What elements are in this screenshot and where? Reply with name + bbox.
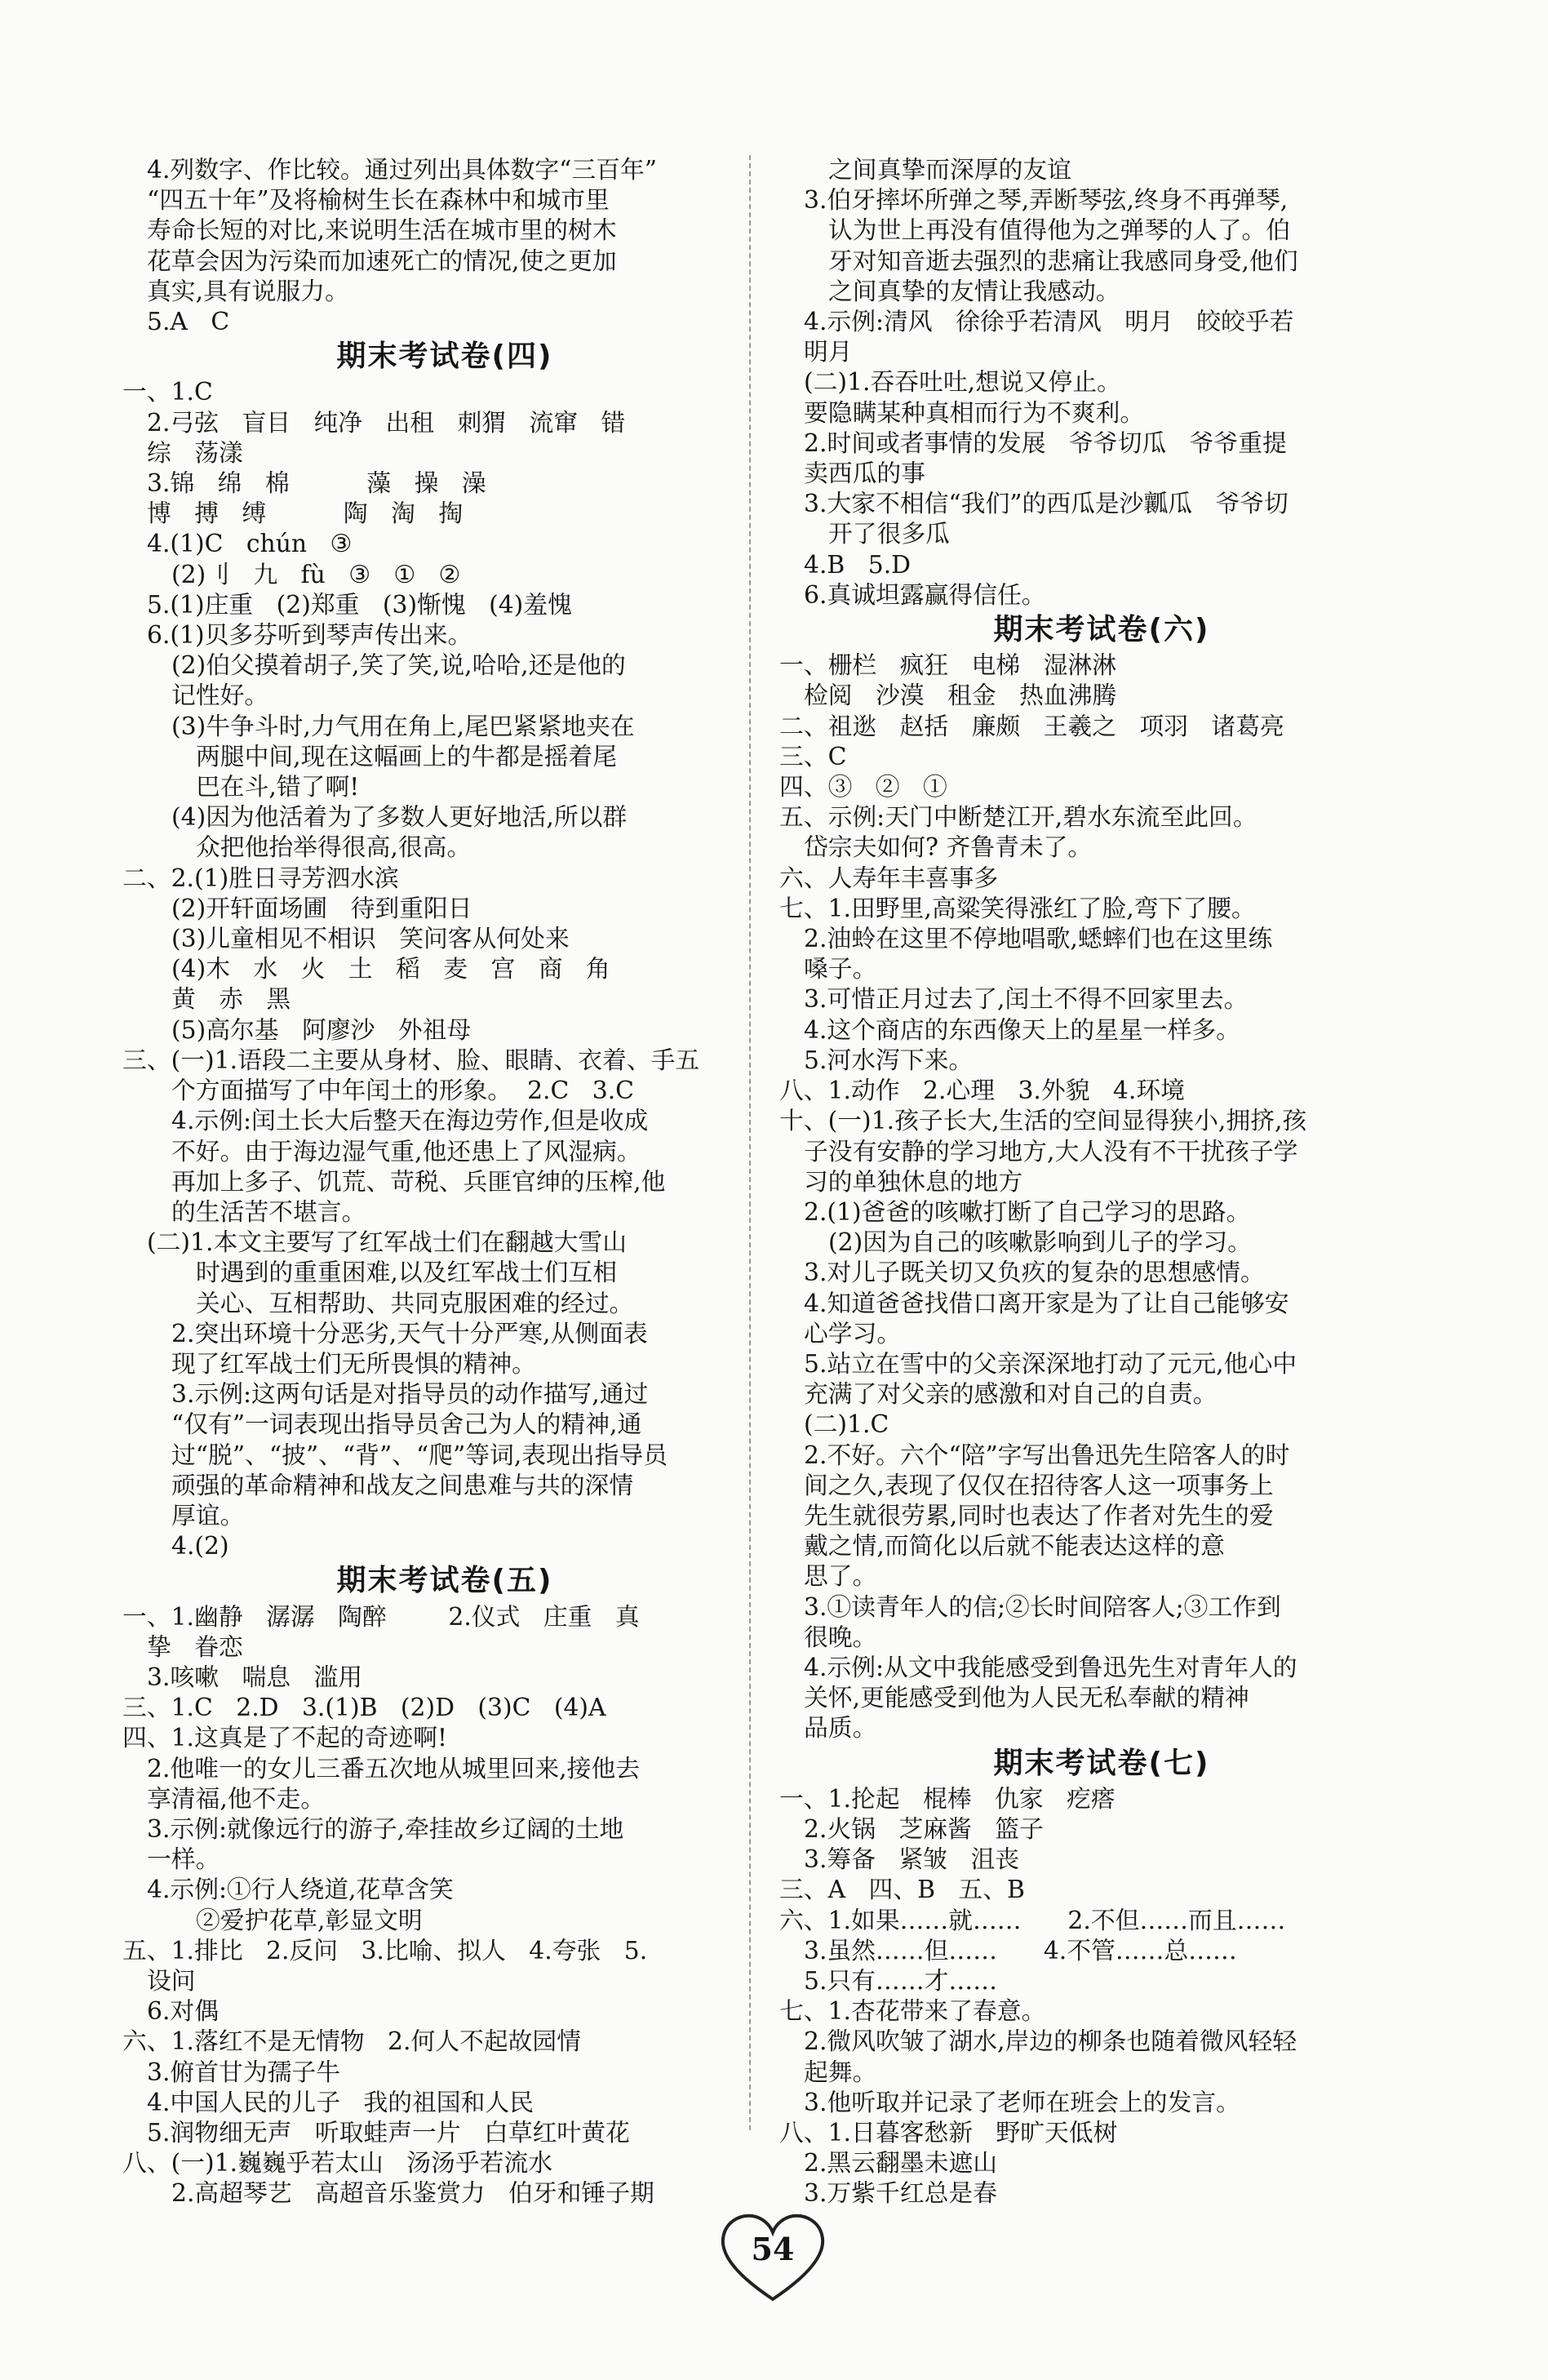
answer-line: 顽强的革命精神和战友之间患难与共的深情 — [171, 1471, 634, 1500]
answer-line: (二)1.C — [804, 1410, 889, 1440]
answer-line: (2)伯父摸着胡子,笑了笑,说,哈哈,还是他的 — [171, 651, 626, 681]
answer-line: 戴之情,而简化以后就不能表达这样的意 — [804, 1532, 1226, 1561]
answer-line: (2)因为自己的咳嗽影响到儿子的学习。 — [828, 1228, 1252, 1258]
answer-line: 4.示例:从文中我能感受到鲁迅先生对青年人的 — [804, 1653, 1297, 1682]
answer-line: 一、1.C — [122, 378, 213, 407]
answer-line: 充满了对父亲的感激和对自己的自责。 — [804, 1380, 1218, 1410]
answer-line: 享清福,他不走。 — [147, 1784, 326, 1814]
answer-line: 六、人寿年丰喜事多 — [779, 864, 999, 893]
answer-line: 6.真诚坦露赢得信任。 — [804, 580, 1046, 610]
answer-line: 记性好。 — [171, 682, 269, 711]
answer-line: 现了红军战士们无所畏惧的精神。 — [171, 1349, 536, 1379]
answer-line: 3.筹备 紧皱 沮丧 — [804, 1845, 1020, 1875]
answer-line: 八、1.动作 2.心理 3.外貌 4.环境 — [779, 1077, 1185, 1106]
answer-line: 3.锦 绵 棉 藻 操 澡 — [147, 469, 486, 499]
answer-line: 要隐瞒某种真相而行为不爽利。 — [804, 398, 1145, 428]
answer-line: 2.黑云翻墨未遮山 — [804, 2149, 998, 2178]
answer-line: 寿命长短的对比,来说明生活在城市里的树木 — [147, 216, 617, 246]
answer-line: 间之久,表现了仅仅在招待客人这一项事务上 — [804, 1471, 1274, 1500]
answer-line: 三、C — [779, 742, 847, 771]
answer-line: 3.示例:这两句话是对指导员的动作描写,通过 — [171, 1380, 649, 1410]
answer-line: 过“脱”、“披”、“背”、“爬”等词,表现出指导员 — [171, 1441, 668, 1470]
answer-line: 二、祖逖 赵括 廉颇 王羲之 项羽 诸葛亮 — [779, 712, 1284, 741]
answer-line: 2.弓弦 盲目 纯净 出租 刺猬 流窜 错 — [147, 408, 626, 437]
answer-line: 5.河水泻下来。 — [804, 1046, 974, 1075]
answer-line: 4.(1)C chún ③ — [147, 530, 353, 559]
answer-line: (5)高尔基 阿廖沙 外祖母 — [171, 1015, 472, 1045]
answer-line: 厚谊。 — [171, 1501, 245, 1530]
answer-line: 3.俯首甘为孺子牛 — [147, 2058, 341, 2087]
answer-line: 3.咳嗽 喘息 滥用 — [147, 1663, 363, 1692]
section-heading: 期末考试卷(七) — [993, 1746, 1210, 1780]
answer-line: 3.他听取并记录了老师在班会上的发言。 — [804, 2088, 1240, 2117]
answer-line: 2.时间或者事情的发展 爷爷切瓜 爷爷重提 — [804, 428, 1287, 458]
answer-line: 一样。 — [147, 1845, 220, 1875]
answer-line: 设问 — [147, 1966, 196, 1996]
answer-line: 2.(1)爸爸的咳嗽打断了自己学习的思路。 — [804, 1197, 1251, 1227]
answer-line: 4.中国人民的儿子 我的祖国和人民 — [147, 2088, 534, 2117]
answer-line: (3)牛争斗时,力气用在角上,尾巴紧紧地夹在 — [171, 712, 635, 741]
answer-line: 四、③ ② ① — [779, 773, 947, 802]
answer-line: 博 搏 缚 陶 淘 掏 — [147, 500, 464, 529]
answer-line: 二、2.(1)胜日寻芳泗水滨 — [122, 864, 399, 893]
answer-line: 6.对偶 — [147, 1997, 220, 2027]
answer-line: 八、1.日暮客愁新 野旷天低树 — [779, 2119, 1118, 2147]
answer-line: (2)刂 九 fù ③ ① ② — [171, 560, 461, 589]
answer-line: 4.(2) — [171, 1532, 229, 1561]
answer-line: 一、1.幽静 潺潺 陶醉 2.仪式 庄重 真 — [122, 1602, 640, 1632]
answer-line: 认为世上再没有值得他为之弹琴的人了。伯 — [828, 216, 1291, 246]
answer-line: 关怀,更能感受到他为人民无私奉献的精神 — [804, 1684, 1249, 1713]
answer-line: 之间真挚的友情让我感动。 — [828, 277, 1120, 306]
answer-line: 众把他抬举得很高,很高。 — [196, 833, 472, 863]
answer-line: 2.微风吹皱了湖水,岸边的柳条也随着微风轻轻 — [804, 2027, 1297, 2057]
answer-line: 3.示例:就像远行的游子,牵挂故乡辽阔的土地 — [147, 1814, 624, 1844]
answer-line: 3.大家不相信“我们”的西瓜是沙瓤瓜 爷爷切 — [804, 490, 1289, 519]
answer-line: 一、栅栏 疯狂 电梯 湿淋淋 — [779, 651, 1117, 681]
answer-line: 三、(一)1.语段二主要从身材、脸、眼睛、衣着、手五 — [122, 1046, 700, 1075]
answer-line: 5.A C — [147, 308, 230, 337]
answer-line: 先生就很劳累,同时也表达了作者对先生的爱 — [804, 1501, 1274, 1530]
answer-line: 岱宗夫如何? 齐鲁青未了。 — [804, 833, 1093, 863]
answer-line: 挚 眷恋 — [147, 1632, 243, 1662]
answer-line: 黄 赤 黑 — [171, 985, 291, 1015]
page-number: 54 — [751, 2231, 795, 2267]
section-heading: 期末考试卷(五) — [336, 1564, 553, 1598]
answer-line: 关心、互相帮助、共同克服困难的经过。 — [196, 1289, 634, 1318]
answer-line: 4.示例:闰土长大后整天在海边劳作,但是收成 — [171, 1107, 649, 1136]
answer-line: 之间真挚而深厚的友谊 — [828, 156, 1071, 184]
answer-line: 六、1.如果……就…… 2.不但……而且…… — [779, 1906, 1286, 1935]
answer-line: 时遇到的重重困难,以及红军战士们互相 — [196, 1259, 618, 1288]
answer-line: 巴在斗,错了啊! — [196, 773, 360, 802]
answer-line: 3.万紫千红总是春 — [804, 2179, 998, 2209]
section-heading: 期末考试卷(六) — [993, 613, 1210, 647]
answer-line: 的生活苦不堪言。 — [171, 1197, 366, 1227]
answer-line: 十、(一)1.孩子长大,生活的空间显得狭小,拥挤,孩 — [779, 1107, 1307, 1136]
right-column — [779, 155, 1424, 2209]
answer-line: “四五十年”及将榆树生长在森林中和城市里 — [147, 186, 610, 215]
answer-line: 5.润物细无声 听取蛙声一片 白草红叶黄花 — [147, 2119, 630, 2147]
answer-line: (4)木 水 火 土 稻 麦 宫 商 角 — [171, 955, 610, 984]
answer-line: 牙对知音逝去强烈的悲痛让我感同身受,他们 — [828, 246, 1298, 276]
answer-line: (二)1.本文主要写了红军战士们在翻越大雪山 — [147, 1228, 628, 1258]
answer-line: 2.他唯一的女儿三番五次地从城里回来,接他去 — [147, 1754, 641, 1783]
answer-line: 八、(一)1.巍巍乎若太山 汤汤乎若流水 — [122, 2149, 553, 2178]
answer-line: 再加上多子、饥荒、苛税、兵匪官绅的压榨,他 — [171, 1167, 666, 1197]
answer-line: 两腿中间,现在这幅画上的牛都是摇着尾 — [196, 742, 618, 771]
answer-line: 花草会因为污染而加速死亡的情况,使之更加 — [147, 246, 617, 276]
answer-line: 3.虽然……但…… 4.不管……总…… — [804, 1936, 1237, 1965]
answer-line: 开了很多瓜 — [828, 520, 950, 549]
answer-line: ②爱护花草,彰显文明 — [196, 1906, 423, 1935]
answer-line: 真实,具有说服力。 — [147, 277, 349, 306]
answer-line: 七、1.杏花带来了春意。 — [779, 1997, 1046, 2027]
answer-line: 6.(1)贝多芬听到琴声传出来。 — [147, 621, 472, 651]
answer-line: 3.可惜正月过去了,闰土不得不回家里去。 — [804, 985, 1249, 1015]
answer-line: 4.示例:①行人绕道,花草含笑 — [147, 1876, 454, 1905]
answer-line: 三、A 四、B 五、B — [779, 1876, 1025, 1905]
answer-line: 起舞。 — [804, 2058, 877, 2087]
answer-line: “仅有”一词表现出指导员舍己为人的精神,通 — [171, 1410, 642, 1440]
answer-line: 品质。 — [804, 1714, 877, 1743]
answer-line: (4)因为他活着为了多数人更好地活,所以群 — [171, 803, 628, 833]
answer-line: 4.这个商店的东西像天上的星星一样多。 — [804, 1015, 1240, 1045]
answer-line: 嗓子。 — [804, 955, 877, 984]
answer-line: 四、1.这真是了不起的奇迹啊! — [122, 1724, 447, 1753]
answer-line: 3.对儿子既关切又负疚的复杂的思想感情。 — [804, 1259, 1265, 1288]
answer-line: 检阅 沙漠 租金 热血沸腾 — [804, 682, 1117, 711]
answer-line: 明月 — [804, 338, 853, 367]
answer-line: 不好。由于海边湿气重,他还患上了风湿病。 — [171, 1137, 641, 1166]
answer-line: 5.只有……才…… — [804, 1966, 998, 1996]
answer-line: 4.示例:清风 徐徐乎若清风 明月 皎皎乎若 — [804, 308, 1294, 337]
answer-line: 卖西瓜的事 — [804, 460, 925, 489]
answer-line: 七、1.田野里,高粱笑得涨红了脸,弯下了腰。 — [779, 894, 1256, 923]
page-number-badge — [712, 2208, 834, 2306]
left-column — [122, 155, 767, 2209]
answer-line: (二)1.吞吞吐吐,想说又停止。 — [804, 368, 1121, 397]
answer-line: 2.油蛉在这里不停地唱歌,蟋蟀们也在这里练 — [804, 925, 1273, 954]
section-heading: 期末考试卷(四) — [336, 340, 553, 374]
answer-line: 一、1.抡起 棍棒 仇家 疙瘩 — [779, 1784, 1116, 1814]
answer-line: 4.知道爸爸找借口离开家是为了让自己能够安 — [804, 1289, 1289, 1318]
answer-line: 4.B 5.D — [804, 550, 912, 579]
answer-line: 三、1.C 2.D 3.(1)B (2)D (3)C (4)A — [122, 1694, 606, 1723]
answer-line: 子没有安静的学习地方,大人没有不干扰孩子学 — [804, 1137, 1298, 1166]
answer-line: 六、1.落红不是无情物 2.何人不起故园情 — [122, 2027, 582, 2057]
answer-line: 五、1.排比 2.反问 3.比喻、拟人 4.夸张 5. — [122, 1936, 648, 1965]
answer-line: 5.站立在雪中的父亲深深地打动了元元,他心中 — [804, 1349, 1297, 1379]
answer-line: 五、示例:天门中断楚江开,碧水东流至此回。 — [779, 803, 1257, 833]
answer-line: 心学习。 — [804, 1319, 902, 1348]
answer-line: 2.高超琴艺 高超音乐鉴赏力 伯牙和锤子期 — [171, 2179, 654, 2209]
answer-line: 思了。 — [804, 1562, 877, 1592]
answer-line: 个方面描写了中年闰土的形象。 2.C 3.C — [171, 1077, 634, 1106]
answer-line: 很晚。 — [804, 1623, 877, 1652]
answer-line: (3)儿童相见不相识 笑问客从何处来 — [171, 925, 570, 954]
answer-line: 5.(1)庄重 (2)郑重 (3)惭愧 (4)羞愧 — [147, 590, 572, 619]
answer-line: 3.①读青年人的信;②长时间陪客人;③工作到 — [804, 1592, 1281, 1622]
answer-line: 综 荡漾 — [147, 438, 243, 468]
answer-line: 4.列数字、作比较。通过列出具体数字“三百年” — [147, 156, 658, 184]
answer-line: 2.火锅 芝麻酱 篮子 — [804, 1814, 1044, 1844]
answer-line: (2)开轩面场圃 待到重阳日 — [171, 894, 472, 923]
answer-line: 2.不好。六个“陪”字写出鲁迅先生陪客人的时 — [804, 1441, 1290, 1470]
answer-line: 2.突出环境十分恶劣,天气十分严寒,从侧面表 — [171, 1319, 648, 1348]
answer-line: 习的单独休息的地方 — [804, 1167, 1023, 1197]
answer-line: 3.伯牙摔坏所弹之琴,弄断琴弦,终身不再弹琴, — [804, 186, 1289, 215]
column-divider — [749, 155, 751, 2130]
